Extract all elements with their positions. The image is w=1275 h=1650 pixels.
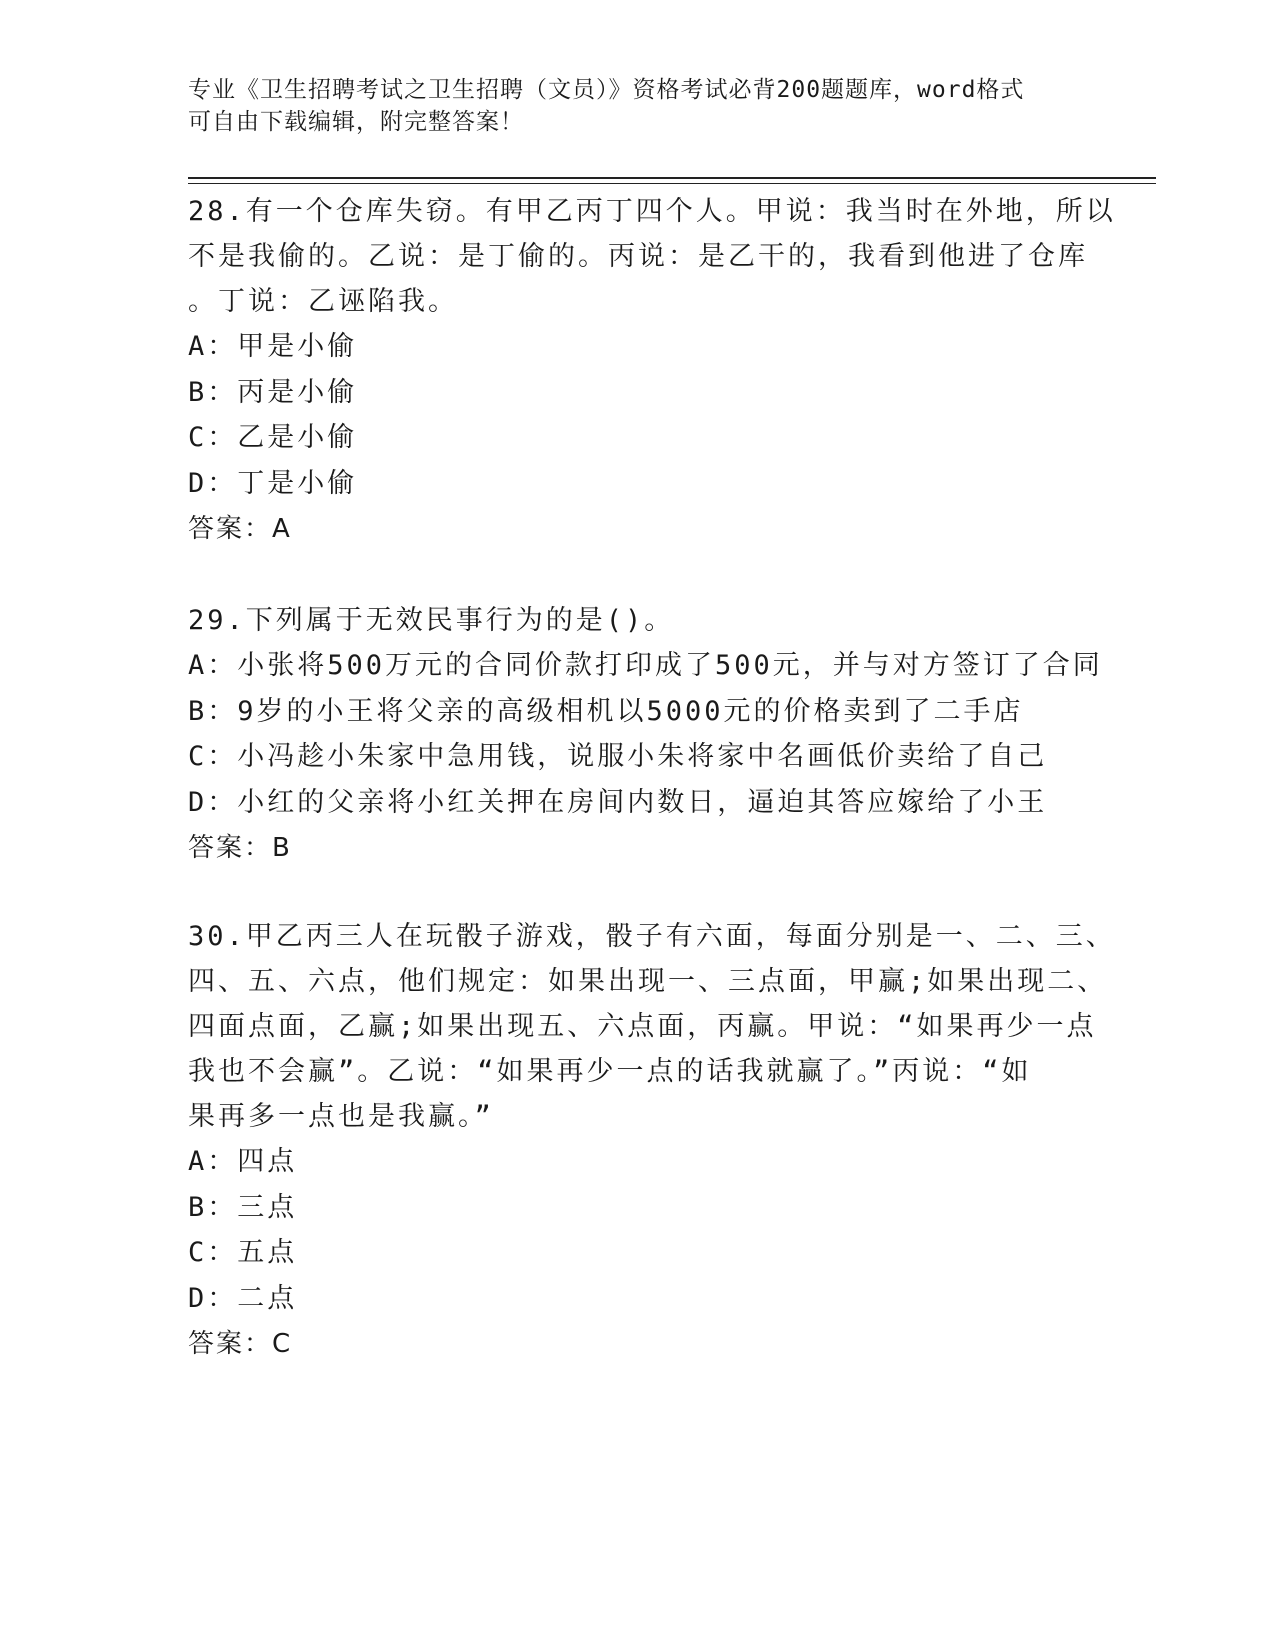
question-text-line: 30.甲乙丙三人在玩骰子游戏，骰子有六面，每面分别是一、二、三、: [188, 921, 1116, 952]
header-line-2: 可自由下载编辑，附完整答案！: [188, 109, 524, 135]
question-30: [188, 914, 1116, 1367]
question-text-line: 四、五、六点，他们规定：如果出现一、三点面，甲赢;如果出现二、: [188, 966, 1108, 997]
option-b: B：三点: [188, 1191, 298, 1223]
option-b: B：9岁的小王将父亲的高级相机以5000元的价格卖到了二手店: [188, 695, 1024, 727]
option-c: C：小冯趁小朱家中急用钱，说服小朱将家中名画低价卖给了自己: [188, 741, 1048, 772]
header-divider-thick: [188, 177, 1156, 179]
answer-label: 答案：A: [188, 514, 292, 544]
question-29: [188, 598, 1103, 871]
header-divider-thin: [188, 183, 1156, 184]
question-text-line: 。丁说：乙诬陷我。: [188, 286, 458, 317]
option-c: C：乙是小偷: [188, 422, 358, 453]
question-text-line: 我也不会赢”。乙说：“如果再少一点的话我就赢了。”丙说：“如: [188, 1056, 1032, 1087]
option-c: C：五点: [188, 1237, 298, 1268]
answer-label: 答案：C: [188, 1329, 293, 1359]
document-header: [188, 74, 1088, 138]
option-d: D：小红的父亲将小红关押在房间内数日，逼迫其答应嫁给了小王: [188, 786, 1048, 818]
option-a: A：四点: [188, 1146, 298, 1177]
question-28: [188, 189, 1116, 552]
header-line-1: 专业《卫生招聘考试之卫生招聘（文员）》资格考试必背200题题库，word格式: [188, 77, 1025, 103]
question-text-line: 不是我偷的。乙说：是丁偷的。丙说：是乙干的，我看到他进了仓库: [188, 241, 1088, 272]
question-text-line: 28.有一个仓库失窃。有甲乙丙丁四个人。甲说：我当时在外地，所以: [188, 196, 1116, 227]
question-text-line: 29.下列属于无效民事行为的是()。: [188, 605, 675, 636]
answer-label: 答案：B: [188, 833, 292, 863]
option-b: B：丙是小偷: [188, 376, 358, 408]
option-d: D：丁是小偷: [188, 467, 358, 499]
option-a: A：小张将500万元的合同价款打印成了500元，并与对方签订了合同: [188, 650, 1103, 681]
option-d: D：二点: [188, 1282, 298, 1314]
question-text-line: 四面点面，乙赢;如果出现五、六点面，丙赢。甲说：“如果再少一点: [188, 1011, 1097, 1042]
question-text-line: 果再多一点也是我赢。”: [188, 1101, 494, 1132]
option-a: A：甲是小偷: [188, 331, 358, 362]
